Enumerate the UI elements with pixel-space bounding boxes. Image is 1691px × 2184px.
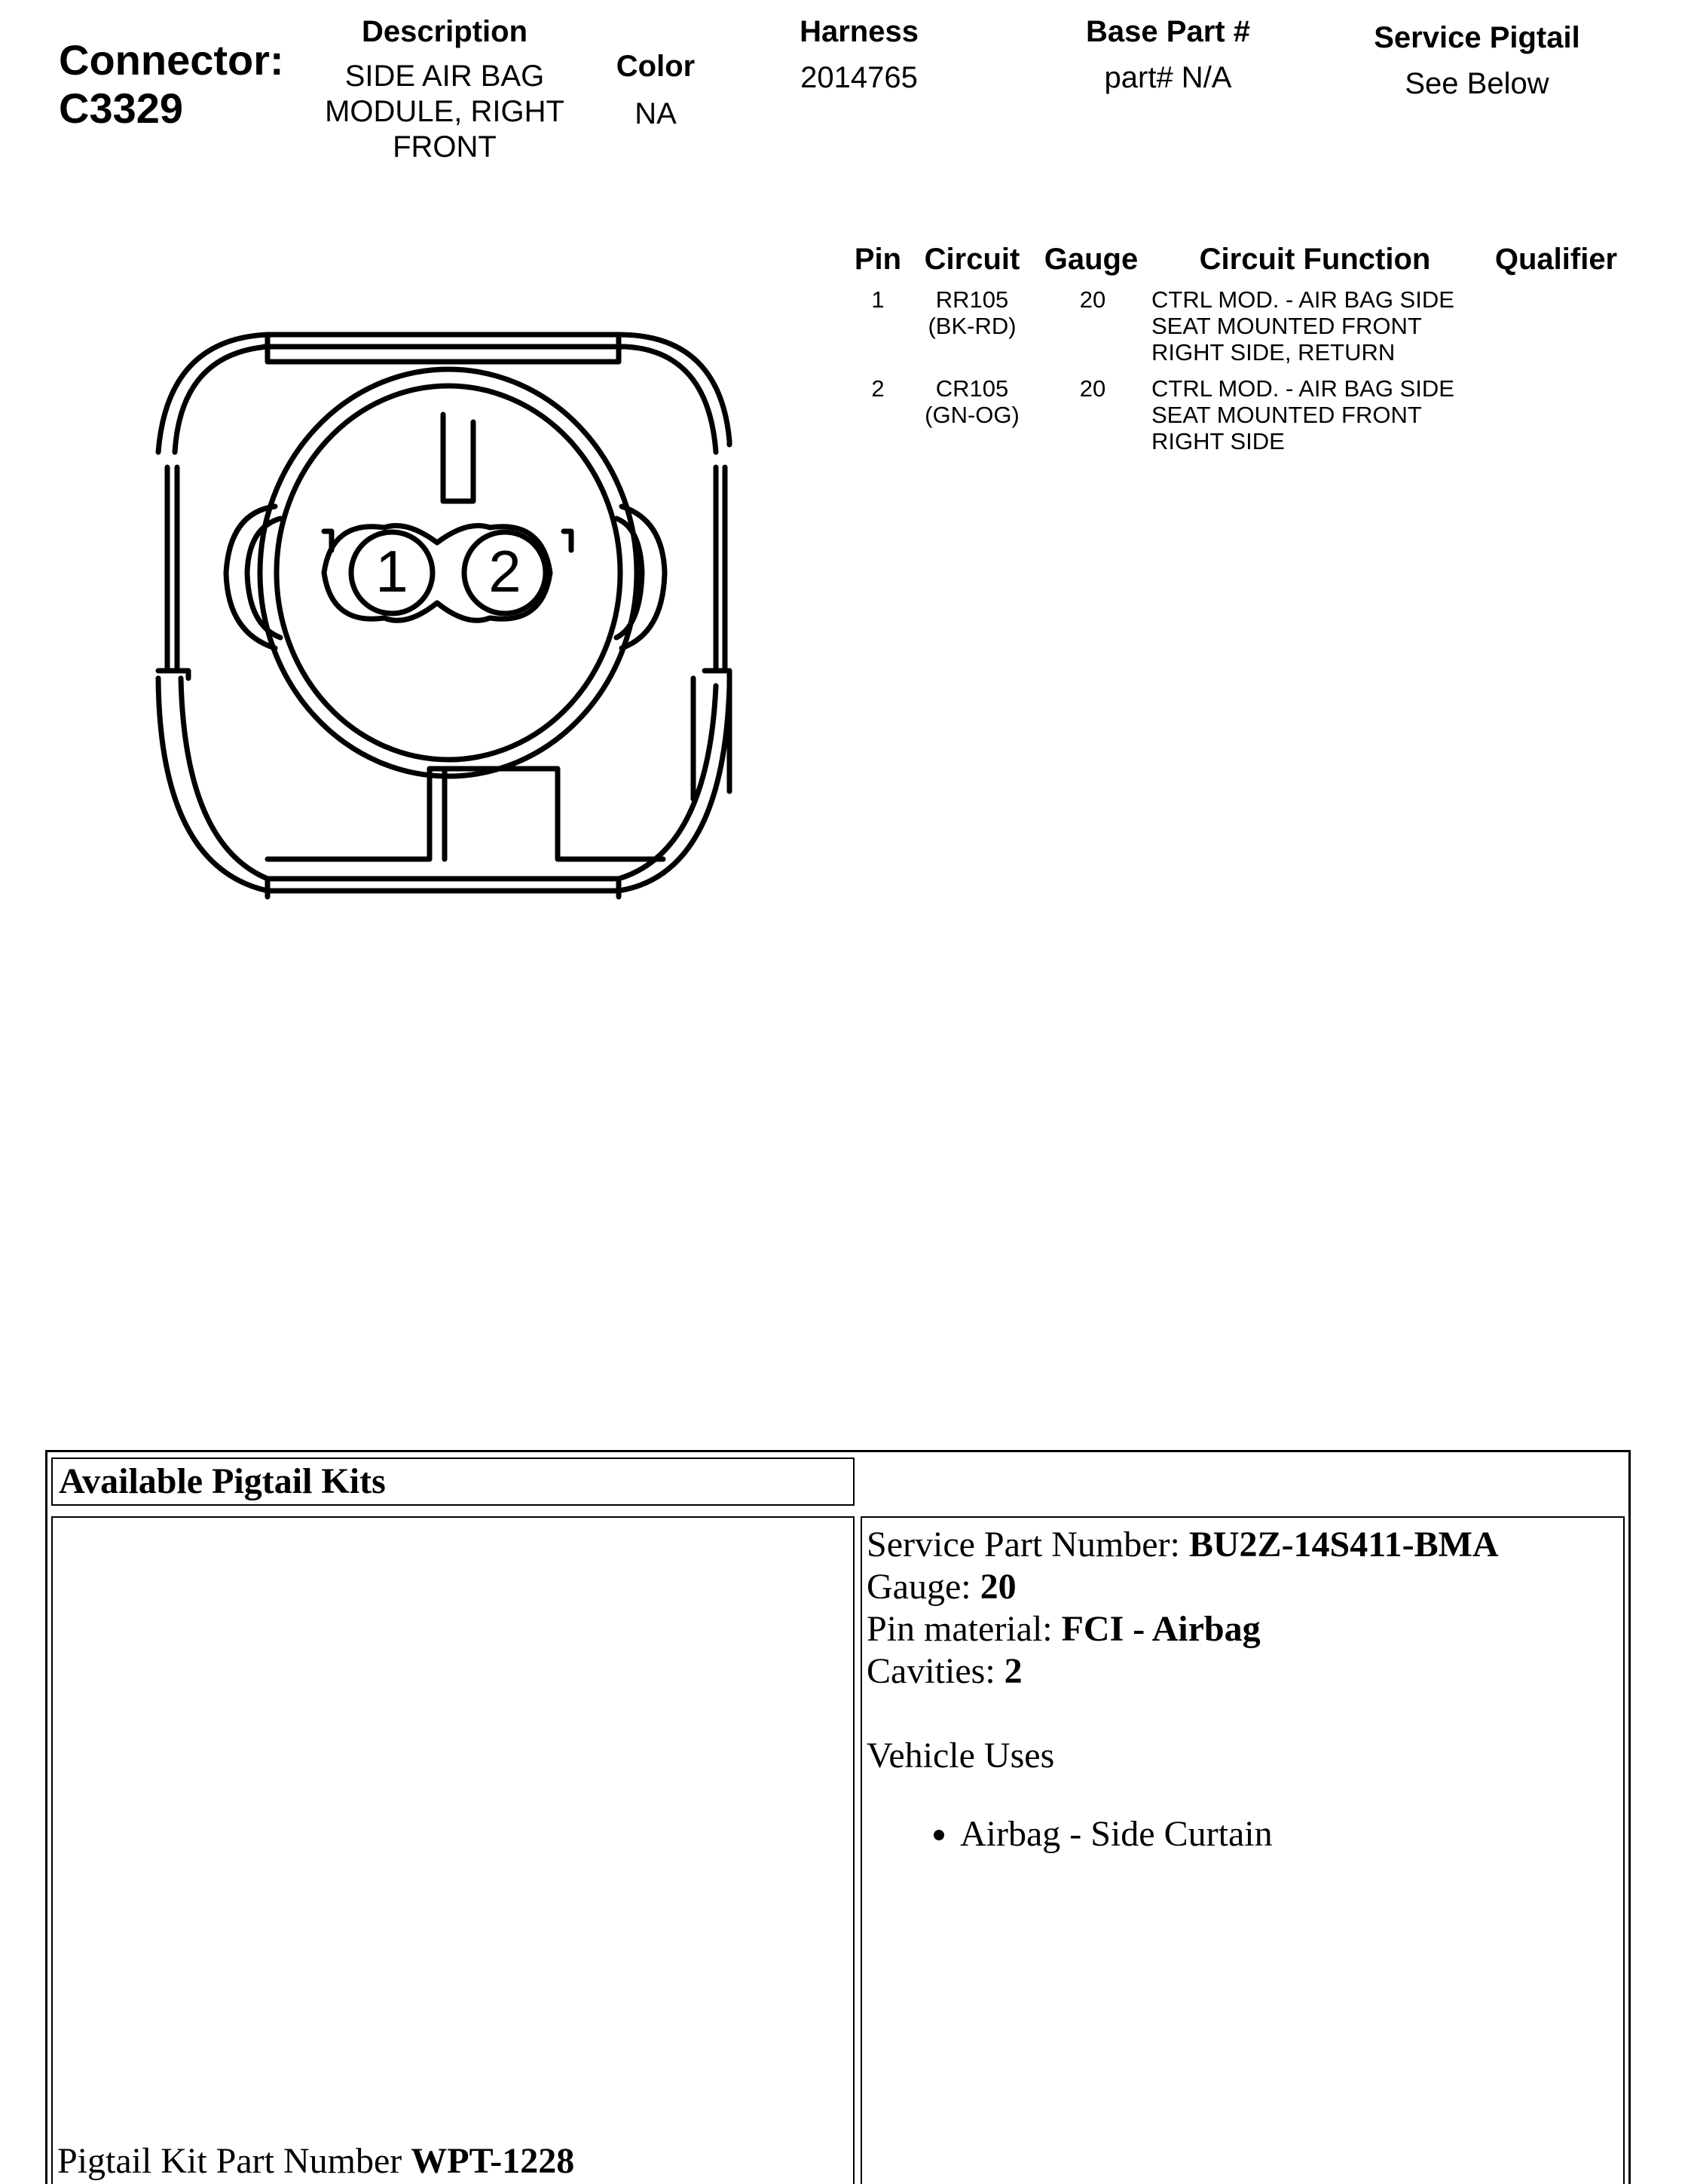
top-keyway [443, 414, 473, 501]
pigtail-kit-part-number [57, 2140, 574, 2182]
gauge-value: 20 [980, 1567, 1017, 1607]
circuit-1 [916, 286, 1029, 339]
connector-id: C3329 [59, 84, 184, 132]
pin-material-label: Pin material: [867, 1609, 1053, 1649]
pin-material-line [867, 1608, 1499, 1650]
pigtail-details-cell [861, 1516, 1625, 2184]
circuit-2-id: CR105 [935, 375, 1009, 402]
gauge-label: Gauge: [867, 1567, 971, 1607]
shell-left-notch [158, 671, 188, 678]
pin-1: 1 [871, 286, 885, 313]
pigtail-title: Available Pigtail Kits [59, 1461, 386, 1501]
circuit-1-color: (BK-RD) [928, 313, 1017, 339]
description-value: SIDE AIR BAG MODULE, RIGHT FRONT [325, 60, 564, 164]
main-oval-outer [260, 369, 637, 776]
connector-face-diagram [0, 0, 754, 934]
circuit-2-color: (GN-OG) [925, 402, 1020, 428]
base-part-label: Base Part # [1086, 15, 1250, 48]
service-part-value: BU2Z-14S411-BMA [1188, 1525, 1499, 1565]
right-pin-tab [564, 531, 571, 550]
pigtail-image-cell [51, 1516, 855, 2184]
service-part-label: Service Part Number: [867, 1525, 1180, 1565]
pin-header: Pin [854, 243, 902, 276]
vehicle-uses-list [867, 1813, 1499, 1855]
color-value: NA [635, 97, 677, 130]
pin-2: 2 [871, 375, 885, 402]
pin-2-label: 2 [488, 538, 521, 604]
circuit-header: Circuit [924, 243, 1020, 276]
circuit-1-id: RR105 [935, 286, 1009, 313]
cavities-value: 2 [1004, 1651, 1023, 1691]
vehicle-use-item: • Airbag - Side Curtain [960, 1813, 1499, 1855]
shell-top-left-inner [175, 347, 268, 452]
pigtail-kit-label: Pigtail Kit Part Number [57, 2141, 402, 2181]
circuit-2 [916, 375, 1029, 428]
gauge-1: 20 [1079, 286, 1106, 313]
harness-label: Harness [800, 15, 919, 48]
gauge-line [867, 1566, 1499, 1608]
service-part-line [867, 1524, 1499, 1566]
pigtail-title-cell [51, 1458, 855, 1506]
harness-value: 2014765 [800, 61, 918, 94]
circuit-function-header: Circuit Function [1199, 243, 1431, 276]
function-2: CTRL MOD. - AIR BAG SIDE SEAT MOUNTED FRONT RIGHT SIDE [1151, 375, 1454, 454]
bottom-key-block [268, 769, 663, 859]
pigtail-kit-number: WPT-1228 [411, 2141, 575, 2181]
pigtail-details [867, 1524, 1499, 1855]
service-pigtail-label: Service Pigtail [1374, 21, 1580, 54]
color-label: Color [616, 50, 696, 83]
cavities-label: Cavities: [867, 1651, 995, 1691]
pin-material-value: FCI - Airbag [1061, 1609, 1261, 1649]
vehicle-uses-label: Vehicle Uses [867, 1736, 1055, 1776]
gauge-2: 20 [1079, 375, 1106, 402]
pin-1-label: 1 [375, 538, 408, 604]
service-pigtail-value: See Below [1405, 67, 1549, 100]
gauge-header: Gauge [1044, 243, 1139, 276]
shell-bottom-bar-ends [268, 879, 619, 897]
connector-label: Connector: [59, 36, 284, 84]
main-oval-inner [277, 386, 620, 760]
base-part-value: part# N/A [1104, 61, 1232, 94]
description-label: Description [361, 15, 528, 48]
qualifier-header: Qualifier [1494, 243, 1618, 276]
cavities-line [867, 1650, 1499, 1693]
function-1: CTRL MOD. - AIR BAG SIDE SEAT MOUNTED FRONT RIGHT SIDE, RETURN [1151, 286, 1454, 366]
